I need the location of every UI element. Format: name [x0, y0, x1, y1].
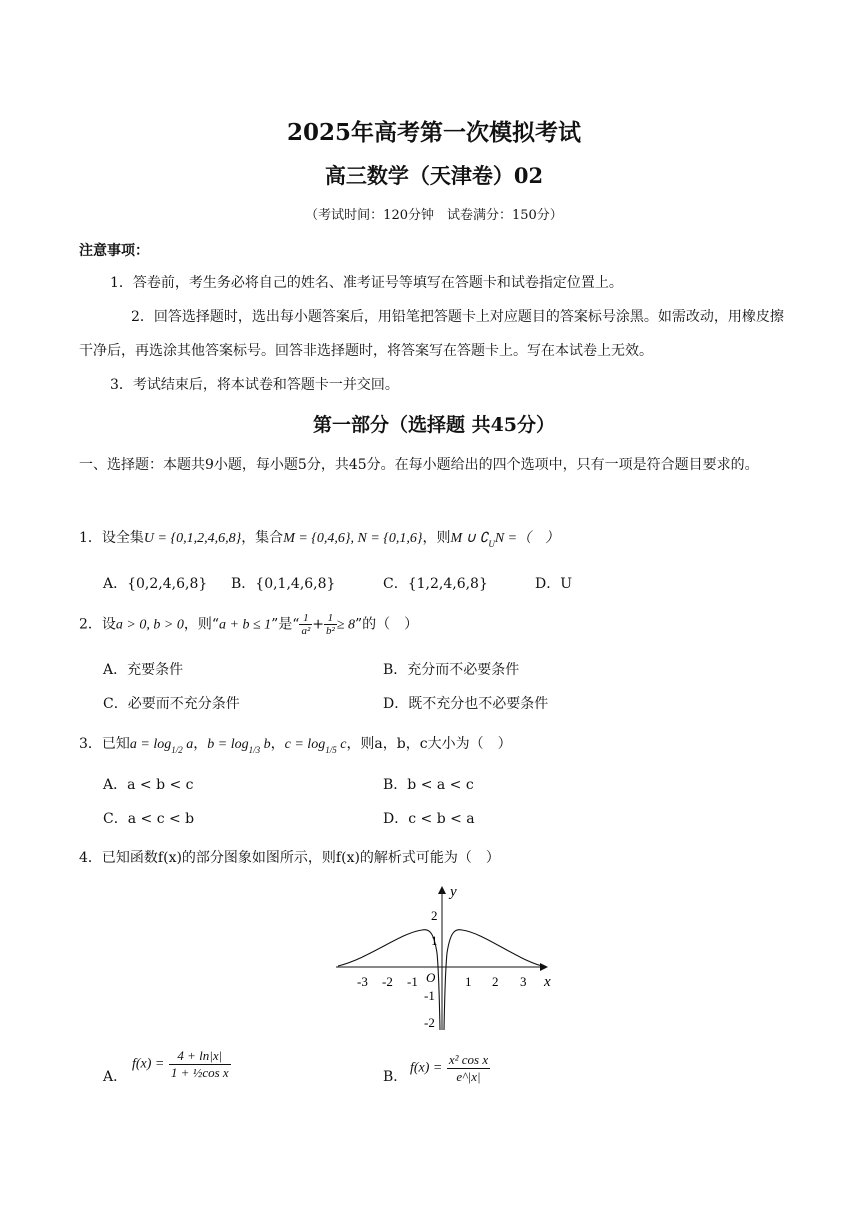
- q3-a-def: a = log: [129, 737, 172, 752]
- y-tick-label: -1: [424, 988, 435, 1003]
- q4-a-fraction: $\frac{4 + \ln|x|}{\text{1 + ½cos x}}$: [170, 1048, 229, 1080]
- question-3-stem: 3．已知$a = \log_{1/2} a$，$b = \log_{1/3} b$，$c = \log_{1/5} c$，则a，b，c大小为（ ）: [79, 736, 512, 755]
- q2-option-b[interactable]: B．充分而不必要条件: [383, 662, 520, 678]
- q3-c-base: 1/5: [325, 745, 337, 755]
- q3-c-arg: c: [336, 737, 347, 752]
- q4-a-lhs: f(x) =: [132, 1056, 165, 1072]
- q4-option-a-formula[interactable]: [132, 1048, 231, 1081]
- q4-option-b-label[interactable]: B．: [383, 1069, 408, 1085]
- x-tick-label: 1: [465, 974, 472, 989]
- q1-expression-end: N =（ ）: [494, 531, 560, 546]
- q4-option-a-label[interactable]: A．: [103, 1069, 128, 1085]
- q4-b-lhs: f(x) =: [410, 1060, 443, 1076]
- exam-info: （考试时间：120分钟 试卷满分：150分）: [305, 208, 563, 223]
- x-tick-label: 3: [520, 974, 527, 989]
- q4-option-b-formula[interactable]: [410, 1052, 490, 1085]
- q3-option-b[interactable]: B．b < a < c: [383, 777, 474, 793]
- q1-text-c: ，则: [422, 530, 451, 546]
- q1-option-b[interactable]: B．{0,1,4,6,8}: [231, 576, 336, 592]
- section-intro: 一、选择题：本题共9小题，每小题5分，共45分。在每小题给出的四个选项中，只有一项是符合题目要求的。: [79, 457, 759, 473]
- notice-item-1: 1．答卷前，考生务必将自己的姓名、准考证号等填写在答题卡和试卷指定位置上。: [110, 275, 623, 291]
- question-number: 3．: [79, 736, 102, 752]
- question-1-stem: [79, 527, 559, 549]
- q3-text-b: ，则a，b，c大小为（ ）: [346, 736, 512, 752]
- q3-c-def: c = log: [284, 737, 326, 752]
- exam-subtitle: 高三数学（天津卷）02: [324, 163, 544, 188]
- q1-universal-set: U = {0,1,2,4,6,8}: [143, 531, 242, 546]
- question-4-stem: [79, 847, 500, 867]
- q3-a-base: 1/2: [171, 745, 183, 755]
- q2-fraction-2: $\frac{1}{\text{b²}}$: [326, 612, 335, 637]
- section-title: 第一部分（选择题 共45分）: [312, 414, 556, 436]
- q2-option-c[interactable]: C．必要而不充分条件: [103, 696, 240, 712]
- q2-p: a + b ≤ 1: [219, 617, 272, 633]
- q2-fraction-1: $\frac{1}{\text{a²}}$: [301, 612, 311, 637]
- x-tick-label: -3: [357, 974, 368, 989]
- question-number: 1．: [79, 530, 102, 546]
- y-tick-label: -2: [424, 1015, 435, 1030]
- q3-b-arg: b: [260, 737, 271, 752]
- q3-b-base: 1/3: [248, 745, 261, 755]
- function-graph: [330, 878, 560, 1038]
- q2-option-d[interactable]: D．既不充分也不必要条件: [383, 696, 549, 712]
- q1-sets: M = {0,4,6}, N = {0,1,6}: [283, 531, 423, 546]
- x-tick-label: -1: [407, 974, 418, 989]
- exam-title: 2025年高考第一次模拟考试: [286, 119, 581, 146]
- question-number: 4．: [79, 850, 102, 866]
- notice-item-3: 3．考试结束后，将本试卷和答题卡一并交回。: [110, 377, 399, 393]
- q2-plus: +: [312, 616, 325, 633]
- q1-option-d[interactable]: D．U: [535, 576, 573, 592]
- q3-option-c[interactable]: C．a < c < b: [103, 811, 195, 827]
- q1-text-a: 设全集: [101, 530, 144, 546]
- origin-label: O: [426, 970, 436, 985]
- x-tick-label: -2: [382, 974, 393, 989]
- q2-text-d: ”的（ ）: [355, 616, 419, 633]
- notice-title: 注意事项：: [79, 243, 149, 259]
- q2-text-a: 设: [101, 616, 116, 633]
- y-tick-label: 1: [431, 933, 438, 948]
- q3-a-arg: a: [182, 737, 194, 752]
- q1-option-a[interactable]: A．{0,2,4,6,8}: [103, 576, 208, 592]
- q1-expression-sub: U: [488, 539, 495, 549]
- question-number: 2．: [79, 616, 102, 633]
- notice-item-2: 2．回答选择题时，选出每小题答案后，用铅笔把答题卡上对应题目的答案标号涂黑。如需改动，用橡皮擦干净后，再选涂其他答案标号。回答非选择题时，将答案写在答题卡上。写在本试卷上无效。: [79, 309, 784, 359]
- q2-text-c: ”是“: [271, 616, 300, 633]
- y-axis-label: y: [450, 884, 457, 900]
- q4-b-fraction: $\frac{\text{x² cos x}}{e\^{}|x|}$: [448, 1052, 489, 1084]
- q1-text-b: ，集合: [241, 530, 284, 546]
- question-2-stem: [79, 612, 418, 637]
- q3-option-a[interactable]: A．a < b < c: [103, 777, 194, 793]
- q2-option-a[interactable]: A．充要条件: [103, 662, 184, 678]
- q3-text-a: 已知: [101, 736, 130, 752]
- q4-text: 已知函数f(x)的部分图象如图所示，则f(x)的解析式可能为（ ）: [101, 850, 500, 866]
- q3-b-def: b = log: [207, 737, 249, 752]
- q1-expression: M ∪ ∁: [450, 531, 489, 546]
- x-tick-label: 2: [492, 974, 499, 989]
- q2-ge: ≥ 8: [336, 617, 356, 633]
- q1-option-c[interactable]: C．{1,2,4,6,8}: [383, 576, 488, 592]
- q2-text-b: ，则“: [183, 616, 219, 633]
- y-tick-label: 2: [431, 908, 438, 923]
- x-axis-label: x: [544, 974, 551, 990]
- q3-option-d[interactable]: D．c < b < a: [383, 811, 475, 827]
- q2-condition: a > 0, b > 0: [115, 617, 184, 633]
